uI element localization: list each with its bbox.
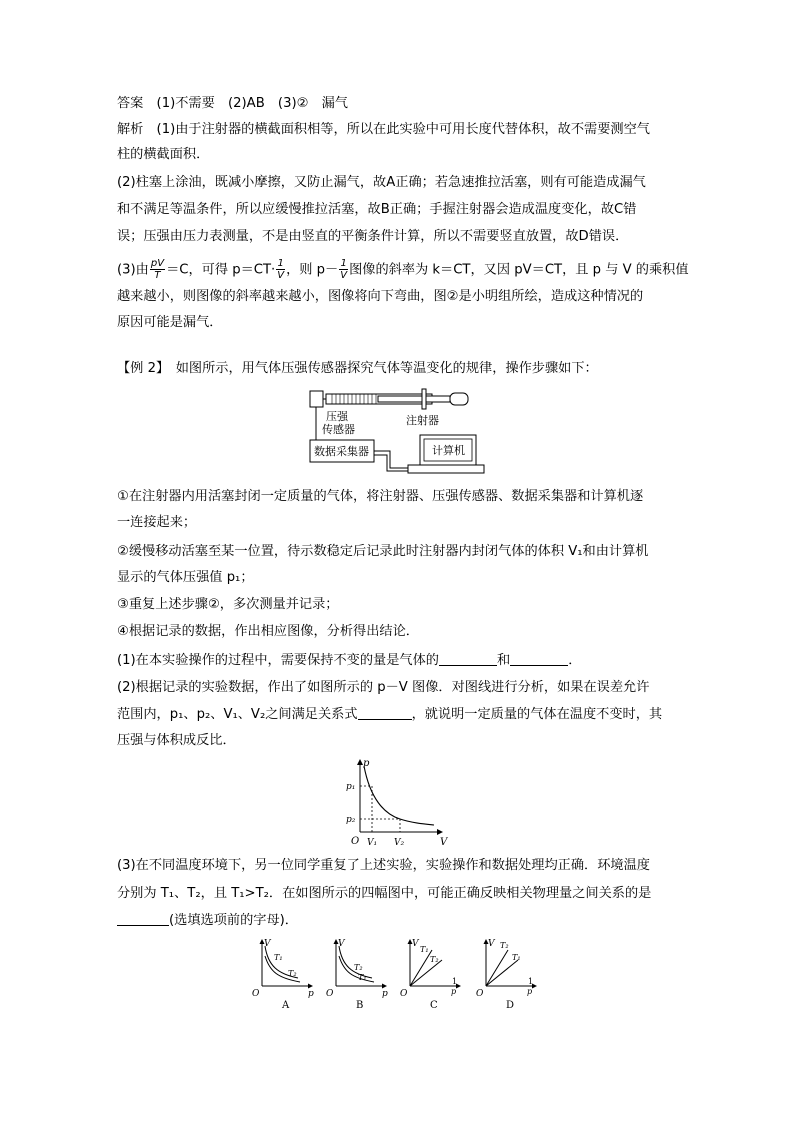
pv-v1-label: V₁	[367, 838, 378, 848]
collector-label: 数据采集器	[314, 445, 369, 458]
analysis-p1-b: 柱的横截面积．	[117, 147, 210, 162]
option-line-label-1: T₁	[420, 945, 429, 954]
syringe-label: 注射器	[406, 414, 439, 427]
question-2-b: 范围内，p₁、p₂、V₁、V₂之间满足关系式 ，就说明一定质量的气体在温度不变时，其	[117, 707, 663, 722]
pv-graph	[338, 756, 450, 852]
option-origin-label: O	[252, 989, 260, 999]
question-3-b: 分别为 T₁、T₂，且 T₁>T₂．在如图所示的四幅图中，可能正确反映相关物理量之间关系的是	[117, 886, 652, 901]
option-curve-label-2: T₂	[288, 969, 297, 978]
option-line-label-1: T₂	[500, 941, 509, 950]
answer-blank-1[interactable]	[439, 651, 497, 666]
pv-origin-label: O	[351, 836, 360, 847]
option-x-label-num: 1	[452, 977, 458, 986]
analysis-p3-c: 原因可能是漏气．	[117, 315, 223, 330]
question-2-c: 压强与体积成反比．	[117, 733, 236, 748]
option-graph-a	[248, 934, 326, 1014]
example-intro: 【例 2】 如图所示，用气体压强传感器探究气体等温变化的规律，操作步骤如下：	[117, 361, 598, 376]
answer-line: 答案 (1)不需要 (2)AB (3)② 漏气	[117, 96, 348, 111]
option-curve-1	[339, 946, 372, 978]
analysis-p1-a: 解析 (1)由于注射器的横截面积相等，所以在此实验中可用长度代替体积，故不需要测空气	[117, 122, 650, 137]
option-line-1	[486, 950, 508, 986]
option-x-label-num: 1	[528, 977, 534, 986]
step4: ④根据记录的数据，作出相应图像，分析得出结论．	[117, 624, 419, 639]
option-x-label: p	[308, 989, 314, 999]
option-x-label-den: p	[451, 987, 457, 996]
option-letter: C	[430, 1000, 438, 1011]
analysis-p2-b: 和不满足等温条件，所以应缓慢推拉活塞，故B正确；手握注射器会造成温度变化，故C错	[117, 202, 637, 217]
option-y-label: V	[488, 939, 495, 949]
answer-blank-3[interactable]	[358, 705, 412, 720]
step3: ③重复上述步骤②，多次测量并记录；	[117, 597, 339, 612]
option-letter: B	[356, 1000, 364, 1011]
option-x-label: p	[382, 989, 388, 999]
sensor-label-2: 传感器	[322, 423, 355, 436]
apparatus-diagram	[308, 385, 488, 481]
option-graph-b	[322, 934, 400, 1014]
question-1: (1)在本实验操作的过程中，需要保持不变的量是气体的 和 ．	[117, 653, 582, 668]
option-y-label: V	[412, 939, 419, 949]
computer-label: 计算机	[432, 444, 465, 457]
answer-blank-4[interactable]	[117, 911, 169, 926]
option-origin-label: O	[400, 989, 408, 999]
option-y-label: V	[338, 939, 345, 949]
analysis-p3-b: 越来越小，则图像的斜率越来越小，图像将向下弯曲，图②是小明组所绘，造成这种情况的	[117, 289, 644, 304]
step2-b: 显示的气体压强值 p₁；	[117, 570, 254, 585]
answer-blank-2[interactable]	[510, 651, 568, 666]
analysis-p2-c: 误；压强由压力表测量，不是由竖直的平衡条件计算，所以不需要竖直放置，故D错误．	[117, 229, 629, 244]
pv-y-axis-label: p	[363, 758, 370, 769]
pv-v2-label: V₂	[394, 838, 405, 848]
option-origin-label: O	[326, 989, 334, 999]
option-graphs	[0, 934, 794, 1014]
option-graph-d	[472, 934, 550, 1014]
option-line-1	[410, 950, 432, 986]
question-2-a: (2)根据记录的实验数据，作出了如图所示的 p－V 图像．对图线进行分析，如果在误差允许	[117, 680, 650, 695]
option-graph-c	[396, 934, 474, 1014]
question-3-a: (3)在不同温度环境下，另一位同学重复了上述实验，实验操作和数据处理均正确．环境温度	[117, 858, 650, 873]
option-y-label: V	[264, 939, 271, 949]
pv-x-axis-label: V	[440, 837, 448, 848]
option-curve-label-2: T₁	[358, 973, 367, 982]
pv-p2-label: p₂	[346, 815, 356, 825]
question-3-c: (选填选项前的字母)．	[117, 911, 298, 931]
option-line-2	[486, 960, 518, 986]
analysis-p2-a: (2)柱塞上涂油，既减小摩擦，又防止漏气，故A正确；若急速推拉活塞，则有可能造成漏气	[117, 175, 646, 190]
option-line-label-2: T₁	[512, 953, 521, 962]
option-line-label-2: T₂	[430, 955, 439, 964]
option-letter: D	[506, 1000, 515, 1011]
step2-a: ②缓慢移动活塞至某一位置，待示数稳定后记录此时注射器内封闭气体的体积 V₁和由计算机	[117, 544, 649, 559]
analysis-p3-a: (3)由 $\frac{pV}{T}$ ＝C，可得 p＝CT· $\frac{1}{V}$ ，则 p－ $\frac{1}{V}$ 图像的斜率为 k＝CT，又因 pV＝CT，且 p 与 V 的乘积值	[117, 258, 689, 281]
pv-p1-label: p₁	[346, 782, 356, 792]
sensor-label-1: 压强	[326, 410, 348, 423]
step1-a: ①在注射器内用活塞封闭一定质量的气体，将注射器、压强传感器、数据采集器和计算机逐	[117, 489, 644, 504]
option-curve-label-1: T₁	[274, 953, 283, 962]
option-x-label-den: p	[527, 987, 533, 996]
option-origin-label: O	[476, 989, 484, 999]
step1-b: 一连接起来；	[117, 515, 197, 530]
option-letter: A	[282, 1000, 290, 1011]
option-curve-label-1: T₂	[354, 963, 363, 972]
